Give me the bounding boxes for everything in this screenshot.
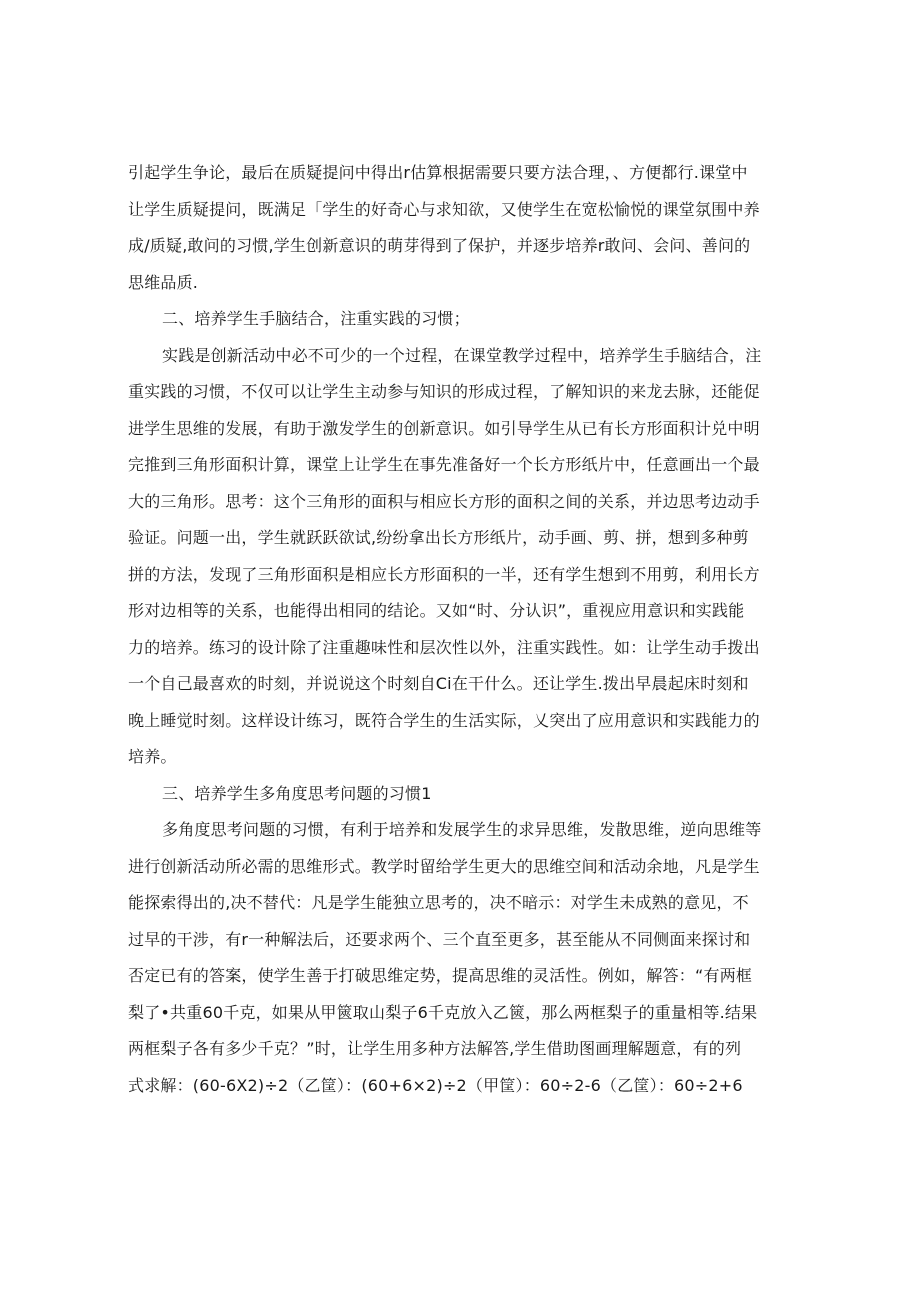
text-line: 思维品质. [128, 272, 199, 292]
text-line: 能探索得出的,决不替代：凡是学生能独立思考的，决不暗示：对学生未成熟的意见，不 [128, 893, 749, 912]
text-line: 验证。问题一出，学生就跃跃欲试,纷纷拿出长方形纸片，动手画、剪、拼，想到多种剪 [128, 528, 749, 547]
document-body [128, 155, 793, 1104]
text-line: 重实践的习惯，不仅可以让学生主动参与知识的形成过程，了解知识的来龙去脉，还能促 [128, 382, 760, 401]
text-line: 大的三角形。思考：这个三角形的面积与相应长方形的面积之间的关系，并边思考边动手 [128, 491, 760, 511]
text-line: 完推到三角形面积计算，课堂上让学生在事先准备好一个长方形纸片中，任意画出一个最 [128, 455, 760, 474]
section-heading: 三、培养学生多角度思考问题的习惯1 [162, 783, 432, 803]
text-line: 形对边相等的关系，也能得出相同的结论。又如“时、分认识”，重视应用意识和实践能 [128, 601, 745, 620]
text-line: 否定已有的答案，使学生善于打破思维定势，提高思维的灵活性。例如，解答：“有两框 [128, 966, 753, 985]
text-line: 梨了•共重60千克，如果从甲篋取山梨子6千克放入乙篋，那么两框梨子的重量相等.结果 [128, 1002, 758, 1022]
text-line: 让学生质疑提问，既满足「学生的好奇心与求知欲，又使学生在宽松愉悦的课堂氛围中养 [128, 199, 760, 219]
text-line: 一个自己最喜欢的时刻，并说说这个时刻自Ci在干什么。还让学生.拨出早晨起床时刻和 [128, 674, 749, 693]
text-line: 进行创新活动所必需的思维形式。教学时留给学生更大的思维空间和活动余地，凡是学生 [128, 856, 760, 876]
text-line: 引起学生争论，最后在质疑提问中得出r估算根据需要只要方法合理，、方便都行.课堂中 [128, 163, 748, 182]
text-line: 力的培养。练习的设计除了注重趣味性和层次性以外，注重实践性。如：让学生动手拨出 [128, 637, 760, 657]
text-line: 式求解：(60-6X2)÷2（乙筐）：(60+6×2)÷2（甲筐）：60÷2-6（乙筐）：60÷2+6 [128, 1075, 743, 1095]
text-line: 多角度思考问题的习惯，有利于培养和发展学生的求异思维，发散思维，逆向思维等 [162, 820, 762, 839]
section-heading: 二、培养学生手脑结合，注重实践的习惯； [162, 309, 470, 328]
text-line: 两框梨子各有多少千克？”时，让学生用多种方法解答,学生借助图画理解题意，有的列 [128, 1039, 742, 1058]
text-line: 成/质疑,敢问的习惯,学生创新意识的萌芽得到了保护，并逐步培养r敢问、会问、善问的 [128, 236, 751, 255]
text-line: 拼的方法，发现了三角形面积是相应长方形面积的一半，还有学生想到不用剪，利用长方 [128, 564, 760, 584]
text-line: 培养。 [128, 747, 177, 766]
text-line: 实践是创新活动中必不可少的一个过程，在课堂教学过程中，培养学生手脑结合，注 [162, 345, 762, 365]
text-line: 晚上睡觉时刻。这样设计练习，既符合学生的生活实际，乂突出了应用意识和实践能力的 [128, 710, 760, 730]
text-line: 进学生思维的发展，有助于激发学生的创新意识。如引导学生从已有长方形面积计兑中明 [128, 418, 760, 438]
text-line: 过早的干涉，有r一种解法后，还要求两个、三个直至更多，甚至能从不同侧面来探讨和 [128, 929, 751, 949]
